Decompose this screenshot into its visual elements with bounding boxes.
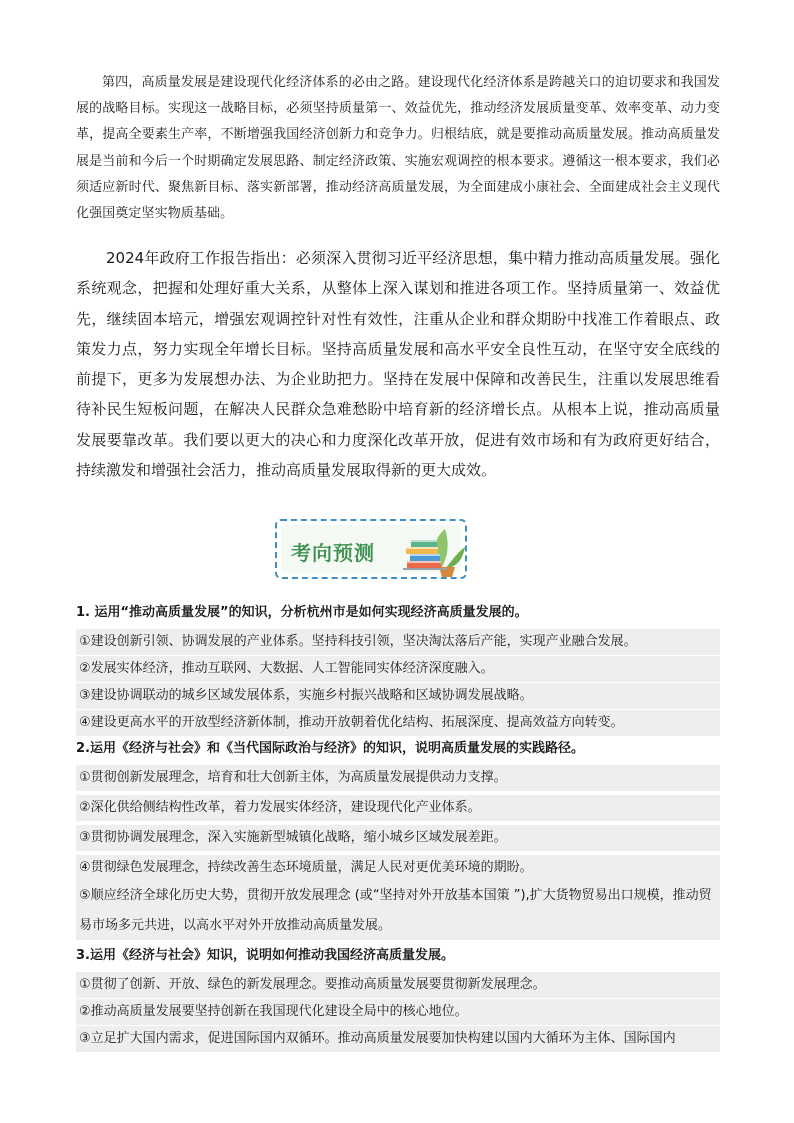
answer-item: ③贯彻协调发展理念，深入实施新型城镇化战略，缩小城乡区域发展差距。 — [76, 825, 720, 851]
question-2-title: 2.运用《经济与社会》和《当代国际政治与经济》的知识，说明高质量发展的实践路径。 — [76, 741, 584, 756]
section-banner — [275, 519, 467, 579]
answer-item: ④建设更高水平的开放型经济新体制，推动开放朝着优化结构、拓展深度、提高效益方向转变。 — [76, 710, 720, 736]
answer-item: ②发展实体经济，推动互联网、大数据、人工智能同实体经济深度融入。 — [76, 656, 720, 682]
answer-item: ①建设创新引领、协调发展的产业体系。坚持科技引领，坚决淘汰落后产能，实现产业融合发展。 — [76, 629, 720, 655]
question-1-title: 1. 运用“推动高质量发展”的知识，分析杭州市是如何实现经济高质量发展的。 — [76, 605, 528, 620]
answer-item: ③立足扩大国内需求，促进国际国内双循环。推动高质量发展要加快构建以国内大循环为主体、国际国内 — [76, 1026, 720, 1052]
answer-item: ①贯彻了创新、开放、绿色的新发展理念。要推动高质量发展要贯彻新发展理念。 — [76, 972, 720, 998]
answer-item: ②推动高质量发展要坚持创新在我国现代化建设全局中的核心地位。 — [76, 999, 720, 1025]
answer-item: ②深化供给侧结构性改革，着力发展实体经济，建设现代化产业体系。 — [76, 795, 720, 821]
answer-item: ③建设协调联动的城乡区域发展体系，实施乡村振兴战略和区域协调发展战略。 — [76, 683, 720, 709]
banner-background — [281, 525, 461, 573]
answer-item: ⑤顺应经济全球化历史大势，贯彻开放发展理念 (或“坚持对外开放基本国策 ”),扩大货物贸易出口规模，推动贸易市场多元共进，以高水平对外开放推动高质量发展。 — [76, 881, 720, 940]
answer-item: ①贯彻创新发展理念，培育和壮大创新主体，为高质量发展提供动力支撑。 — [76, 765, 720, 791]
intro-paragraph-1: 第四，高质量发展是建设现代化经济体系的必由之路。建设现代化经济体系是跨越关口的迫切要求和我国发展的战略目标。实现这一战略目标，必须坚持质量第一、效益优先，推动经济发展质量变革、效率变革、动力变革，提高全要素生产率，不断增强我国经济创新力和竞争力。归根结底，就是要推动高质量发展。推动高质量发展是当前和今后一个时期确定发展思路、制定经济政策、实施宏观调控的根本要求。遵循这一根本要求，我们必须适应新时代、聚焦新目标、落实新部署，推动经济高质量发展，为全面建成小康社会、全面建成社会主义现代化强国奠定坚实物质基础。 — [76, 75, 720, 222]
banner-title: 考向预测 — [291, 541, 375, 565]
question-3-title: 3.运用《经济与社会》知识，说明如何推动我国经济高质量发展。 — [76, 948, 454, 963]
answer-item: ④贯彻绿色发展理念，持续改善生态环境质量，满足人民对更优美环境的期盼。 — [76, 855, 720, 881]
intro-paragraph-2: 2024年政府工作报告指出：必须深入贯彻习近平经济思想，集中精力推动高质量发展。强化系统观念，把握和处理好重大关系，从整体上深入谋划和推进各项工作。坚持质量第一、效益优先，继续固本培元，增强宏观调控针对性有效性，注重从企业和群众期盼中找准工作着眼点、政策发力点，努力实现全年增长目标。坚持高质量发展和高水平安全良性互动，在坚守安全底线的前提下，更多为发展想办法、为企业助把力。坚持在发展中保障和改善民生，注重以发展思维看待补民生短板问题，在解决人民群众急难愁盼中培育新的经济增长点。从根本上说，推动高质量发展要靠改革。我们要以更大的决心和力度深化改革开放，促进有效市场和有为政府更好结合，持续激发和增强社会活力，推动高质量发展取得新的更大成效。 — [76, 249, 720, 480]
books-plant-icon — [401, 525, 467, 577]
